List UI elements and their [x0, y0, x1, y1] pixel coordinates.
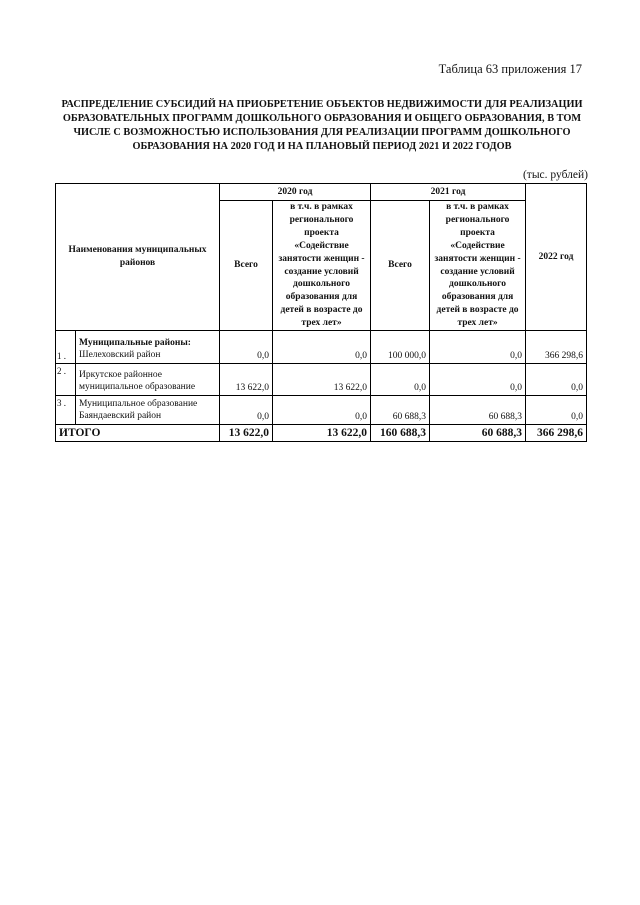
- cell-2022: 0,0: [526, 396, 587, 425]
- cell-2020-project: 13 622,0: [273, 364, 371, 396]
- column-header-2020-project: в т.ч. в рамках регионального проекта «Содействие занятости женщин - создание условий дошкольного образования для детей в возрасте до трех лет»: [273, 201, 371, 331]
- title-line: ЧИСЛЕ С ВОЗМОЖНОСТЬЮ ИСПОЛЬЗОВАНИЯ ДЛЯ РЕАЛИЗАЦИИ ПРОГРАММ ДОШКОЛЬНОГО: [73, 127, 571, 138]
- cell-2021-project: 0,0: [430, 331, 526, 364]
- row-index: 3 .: [56, 396, 76, 425]
- total-row: [56, 425, 587, 442]
- total-label: ИТОГО: [56, 425, 220, 442]
- total-2021-total: 160 688,3: [371, 425, 430, 442]
- document-title: [55, 98, 589, 154]
- cell-2020-project: 0,0: [273, 396, 371, 425]
- table-row: [56, 396, 587, 425]
- subsidy-table: [55, 183, 587, 442]
- row-index: 2 .: [56, 364, 76, 396]
- title-line: ОБРАЗОВАНИЯ НА 2020 ГОД И НА ПЛАНОВЫЙ ПЕРИОД 2021 И 2022 ГОДОВ: [132, 141, 512, 152]
- row-name: Шелеховский район: [79, 349, 161, 360]
- table-caption: Таблица 63 приложения 17: [438, 62, 582, 76]
- total-2020-project: 13 622,0: [273, 425, 371, 442]
- row-name: Иркутское районное муниципальное образование: [76, 364, 220, 396]
- cell-2021-project: 60 688,3: [430, 396, 526, 425]
- title-line: ОБРАЗОВАТЕЛЬНЫХ ПРОГРАММ ДОШКОЛЬНОГО ОБРАЗОВАНИЯ И ОБЩЕГО ОБРАЗОВАНИЯ, В ТОМ: [62, 113, 582, 124]
- table-row: [56, 364, 587, 396]
- column-header-2021-project: в т.ч. в рамках регионального проекта «Содействие занятости женщин - создание условий дошкольного образования для детей в возрасте до трех лет»: [430, 201, 526, 331]
- cell-2021-project: 0,0: [430, 364, 526, 396]
- group-label: Муниципальные районы:: [79, 338, 191, 349]
- cell-2020-total: 0,0: [220, 396, 273, 425]
- column-header-2022: 2022 год: [526, 184, 587, 331]
- column-header-2021: 2021 год: [371, 184, 526, 201]
- cell-2020-project: 0,0: [273, 331, 371, 364]
- cell-2021-total: 0,0: [371, 364, 430, 396]
- column-header-2020: 2020 год: [220, 184, 371, 201]
- table-row: [56, 331, 587, 364]
- total-2022: 366 298,6: [526, 425, 587, 442]
- row-index: 1 .: [56, 331, 76, 364]
- cell-2021-total: 60 688,3: [371, 396, 430, 425]
- row-name-cell: [76, 331, 220, 364]
- column-header-2020-total: Всего: [220, 201, 273, 331]
- column-header-name: Наименования муниципальных районов: [56, 184, 220, 331]
- cell-2020-total: 13 622,0: [220, 364, 273, 396]
- cell-2022: 0,0: [526, 364, 587, 396]
- total-2021-project: 60 688,3: [430, 425, 526, 442]
- cell-2021-total: 100 000,0: [371, 331, 430, 364]
- title-line: РАСПРЕДЕЛЕНИЕ СУБСИДИЙ НА ПРИОБРЕТЕНИЕ ОБЪЕКТОВ НЕДВИЖИМОСТИ ДЛЯ РЕАЛИЗАЦИИ: [61, 99, 583, 110]
- row-name: Муниципальное образование Баяндаевский район: [76, 396, 220, 425]
- units-label: (тыс. рублей): [522, 169, 588, 181]
- cell-2020-total: 0,0: [220, 331, 273, 364]
- total-2020-total: 13 622,0: [220, 425, 273, 442]
- column-header-2021-total: Всего: [371, 201, 430, 331]
- cell-2022: 366 298,6: [526, 331, 587, 364]
